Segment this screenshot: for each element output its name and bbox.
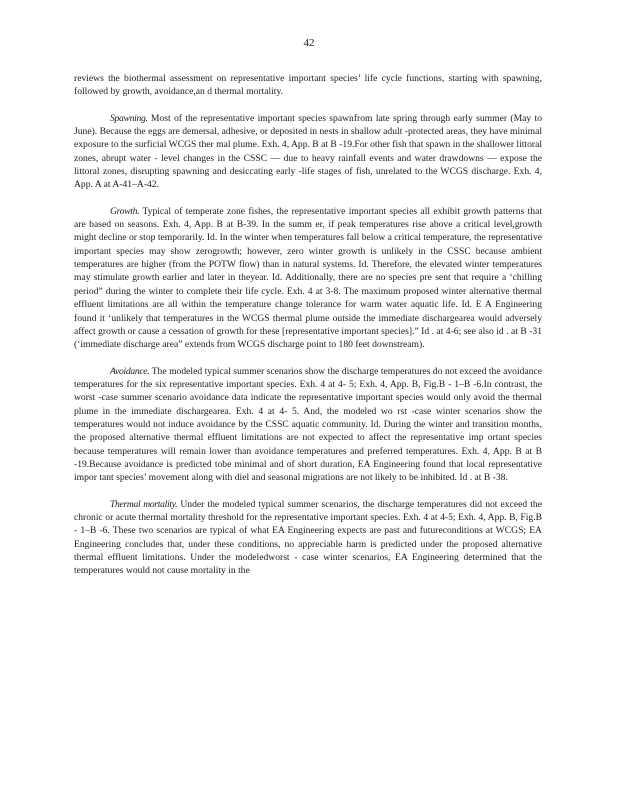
paragraph-text: Typical of temperate zone fishes, the representative important species all exhibit growth patterns that are based on seasons. Exh. 4, App. B at B-39. In the summ er, if peak temperatures rise above a critical level,growth might decline or stop temporarily. Id. In the winter when temperatures fall below a critical temperature, the representative important species may show zerogrowth; however, zero winter growth is unlikely in the CSSC because ambient temperatures are higher (from the POTW flow) than in natural systems. Id. Therefore, the elevated winter temperatures may stimulate growth earlier and later in theyear. Id. Additionally, there are no species pre sent that require a ‘chilling period” during the winter to complete their life cycle. Exh. 4 at 3-8. The maximum proposed winter alternative thermal effluent limitations are all within the temperature change tolerance for warm water aquatic life. Id. E A Engineering found it ‘unlikely that temperatures in the WCGS thermal plume outside the immediate dischargearea would adversely affect growth or cause a cessation of growth for these [representative important species].” Id . at 4-6; see also id . at B -31 (‘immediate discharge area” extends from WCGS discharge point to 180 feet downstream).	[74, 205, 542, 351]
paragraph-growth	[74, 205, 542, 352]
paragraph-heading: Growth.	[110, 205, 140, 217]
paragraph-text: Most of the representative important species spawnfrom late spring through early summer (May to June). Because the eggs are demersal, adhesive, or deposited in nests in shallow adult -protected areas, they have minimal exposure to the surficial WCGS ther mal plume. Exh. 4, App. B at B -19.For other fish that spawn in the shallower littoral zones, abrupt water - level changes in the CSSC — due to heavy rainfall events and water drawdowns — expose the littoral zones, disrupting spawning and desiccating early -life stages of fish, unrelated to the WCGS discharge. Exh. 4, App. A at A-41–A-42.	[74, 112, 542, 191]
paragraph-intro	[74, 72, 542, 99]
paragraph-text: reviews the biothermal assessment on representative important species’ life cycle functions, starting with spawning, followed by growth, avoidance,an d thermal mortality.	[74, 73, 542, 98]
paragraph-text: The modeled typical summer scenarios show the discharge temperatures do not exceed the avoidance temperatures for the six representative important species. Exh. 4 at 4- 5; Exh. 4, App. B, Fig.B - 1–B -6.In contrast, the worst -case summer scenario avoidance data indicate the representative important species would only avoid the thermal plume in the immediate dischargearea. Exh. 4 at 4- 5. And, the modeled wo rst -case winter scenarios show the temperatures would not induce avoidance by the CSSC aquatic community. Id. During the winter and transition months, the proposed alternative thermal effluent limitations are not expected to affect the representative imp ortant species because temperatures will remain lower than avoidance temperatures and preferred temperatures. Exh. 4, App. B at B -19.Because avoidance is predicted tobe minimal and of short duration, EA Engineering found that local representative impor tant species’ movement along with diel and seasonal migrations are not likely to be inhibited. Id . at B -38.	[74, 365, 542, 484]
paragraph-avoidance	[74, 365, 542, 485]
paragraph-thermal-mortality	[74, 498, 542, 578]
paragraph-spawning	[74, 112, 542, 192]
paragraph-text: Under the modeled typical summer scenarios, the discharge temperatures did not exceed the chronic or acute thermal mortality threshold for the representative important species. Exh. 4 at 4-5; Exh. 4, App. B, Fig.B - 1–B -6. These two scenarios are typical of what EA Engineering expects are past and futureconditions at WCGS; EA Engineering concludes that, under these conditions, no appreciable harm is predicted under the proposed alternative thermal effluent limitations. Under the modeledworst - case winter scenarios, EA Engineering determined that the temperatures would not cause mortality in the	[74, 498, 542, 577]
page-number: 42	[303, 37, 315, 49]
paragraph-heading: Spawning.	[110, 112, 148, 124]
paragraph-heading: Avoidance.	[110, 365, 150, 377]
paragraph-heading: Thermal mortality.	[110, 498, 178, 510]
body-text	[74, 72, 542, 591]
